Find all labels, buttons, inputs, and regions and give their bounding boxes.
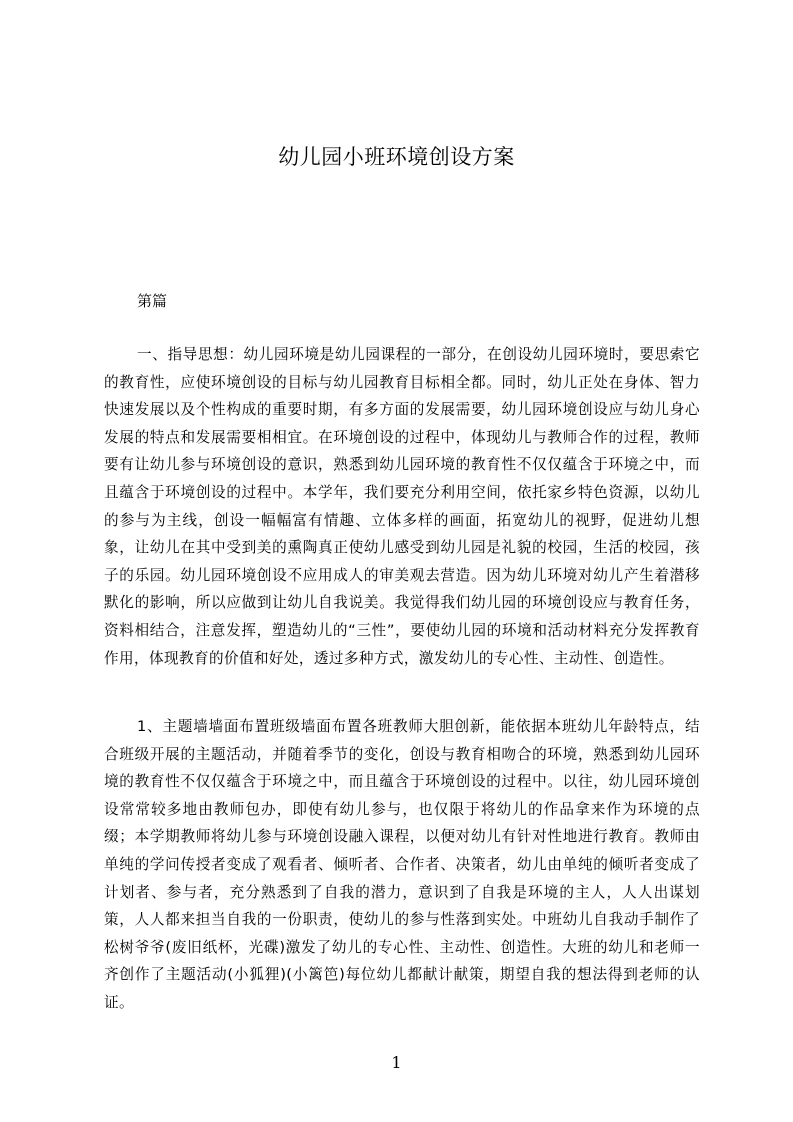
page-title: 幼儿园小班环境创设方案: [278, 145, 515, 169]
page-number: 1: [391, 1053, 402, 1072]
section-label: 第篇: [137, 292, 168, 310]
body-paragraph: 一、指导思想：幼儿园环境是幼儿园课程的一部分，在创设幼儿园环境时，要思索它的教育性，应使环境创设的目标与幼儿园教育目标相全都。同时，幼儿正处在身体、智力快速发展以及个性构成的重要时期，有多方面的发展需要，幼儿园环境创设应与幼儿身心发展的特点和发展需要相相宜。在环境创设的过程中，体现幼儿与教师合作的过程，教师要有让幼儿参与环境创设的意识，熟悉到幼儿园环境的教育性不仅仅蕴含于环境之中，而且蕴含于环境创设的过程中。本学年，我们要充分利用空间，依托家乡特色资源，以幼儿的参与为主线，创设一幅幅富有情趣、立体多样的画面，拓宽幼儿的视野，促进幼儿想象，让幼儿在其中受到美的熏陶真正使幼儿感受到幼儿园是礼貌的校园，生活的校园，孩子的乐园。幼儿园环境创设不应用成人的审美观去营造。因为幼儿环境对幼儿产生着潜移默化的影响，所以应做到让幼儿自我说美。我觉得我们幼儿园的环境创设应与教育任务，资料相结合，注意发挥，塑造幼儿的“三性”，要使幼儿园的环境和活动材料充分发挥教育作用，体现教育的价值和好处，透过多种方式，激发幼儿的专心性、主动性、创造性。: [104, 346, 700, 667]
body-paragraph: 1、主题墙墙面布置班级墙面布置各班教师大胆创新，能依据本班幼儿年龄特点，结合班级开展的主题活动，并随着季节的变化，创设与教育相吻合的环境，熟悉到幼儿园环境的教育性不仅仅蕴含于环境之中，而且蕴含于环境创设的过程中。以往，幼儿园环境创设常常较多地由教师包办，即使有幼儿参与，也仅限于将幼儿的作品拿来作为环境的点缀；本学期教师将幼儿参与环境创设融入课程，以便对幼儿有针对性地进行教育。教师由单纯的学问传授者变成了观看者、倾听者、合作者、决策者，幼儿由单纯的倾听者变成了计划者、参与者，充分熟悉到了自我的潜力，意识到了自我是环境的主人，人人出谋划策，人人都来担当自我的一份职责，使幼儿的参与性落到实处。中班幼儿自我动手制作了松树爷爷(废旧纸杯，光碟)激发了幼儿的专心性、主动性、创造性。大班的幼儿和老师一齐创作了主题活动(小狐狸)(小篱笆)每位幼儿都献计献策，期望自我的想法得到老师的认证。: [104, 718, 700, 1011]
